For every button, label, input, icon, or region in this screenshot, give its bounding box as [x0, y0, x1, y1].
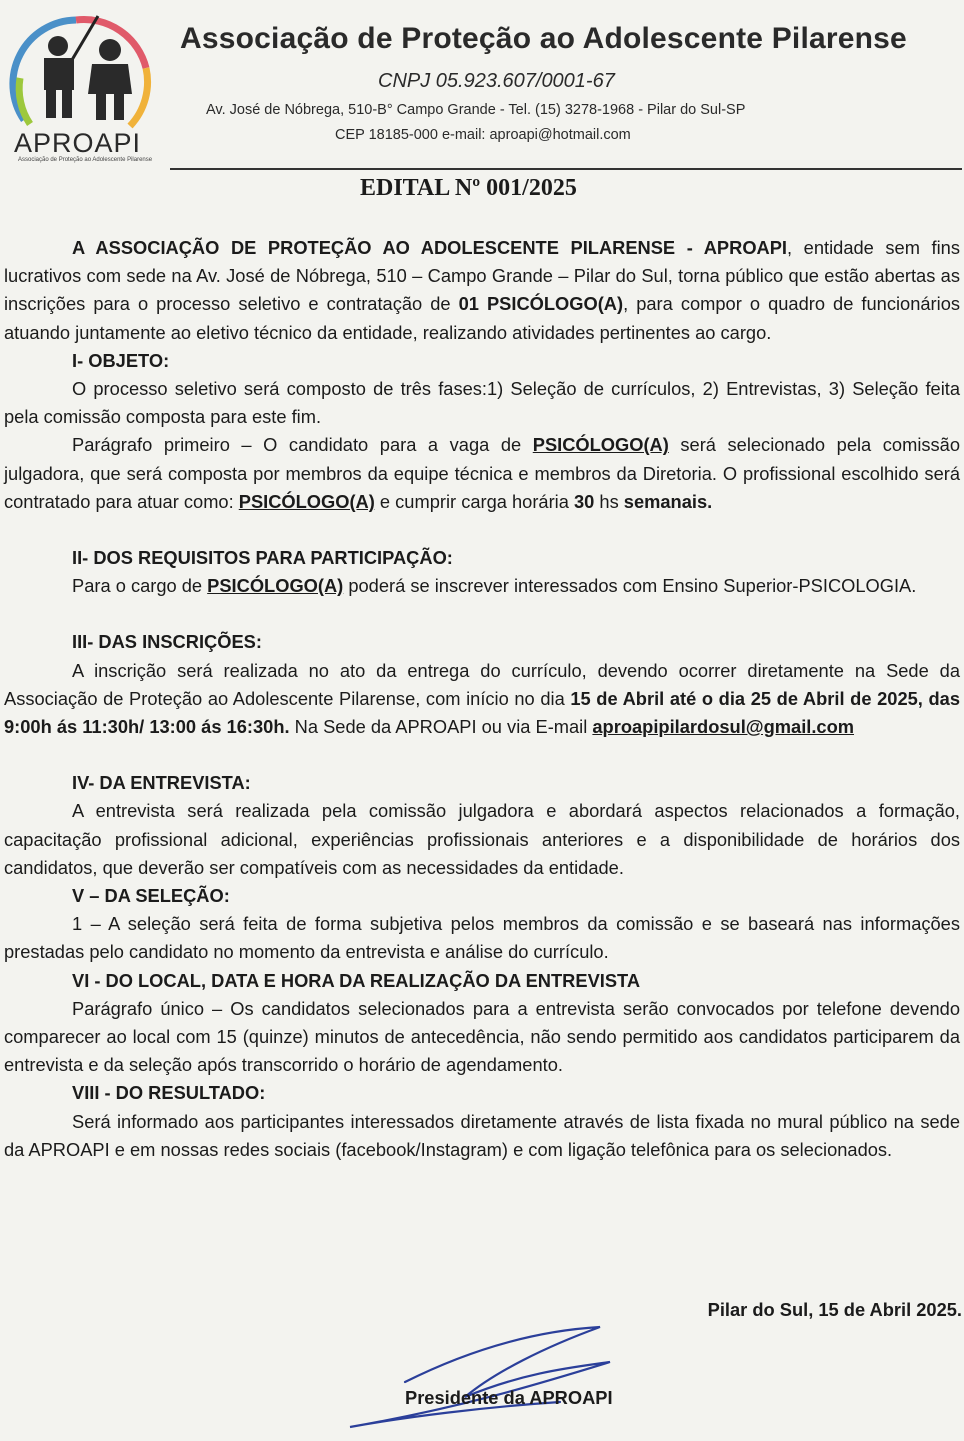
intro-org-name: A ASSOCIAÇÃO DE PROTEÇÃO AO ADOLESCENTE PILARENSE - APROAPI	[72, 237, 788, 258]
s3-dates: 15 de Abril até o dia 25 de Abril de 2025, das 9:00h ás 11:30h/ 13:00 ás 16:30h.	[4, 687, 961, 738]
logo-wordmark: APROAPI	[14, 128, 142, 158]
spacer	[4, 600, 960, 628]
intro-vacancy: 01 PSICÓLOGO(A)	[458, 293, 624, 315]
section-6-heading: VI - DO LOCAL, DATA E HORA DA REALIZAÇÃO DA ENTREVISTA	[72, 969, 641, 991]
s2-role: PSICÓLOGO(A)	[207, 575, 344, 597]
section-3-heading: III- DAS INSCRIÇÕES:	[72, 631, 262, 653]
header-divider	[170, 168, 962, 170]
section-4-paragraph: A entrevista será realizada pela comissão julgadora e abordará aspectos relacionados a formação, capacitação profissional adicional, experiências profissionais anteriores e a disponibilidade de horários dos candidatos, que deverão ser compatíveis com as necessidades da entidade.	[4, 800, 960, 878]
intro-paragraph	[4, 234, 960, 347]
s2-text-a: Para o cargo de	[72, 575, 208, 597]
s1-role-2: PSICÓLOGO(A)	[238, 490, 375, 512]
intro-text-1: , entidade sem fins lucrativos com sede na Av. José de Nóbrega, 510 – Campo Grande – Pilar do Sul, torna público que estão abertas as inscrições para o processo seletivo e contratação de	[4, 237, 960, 315]
s3-text-a: A inscrição será realizada no ato da entrega do currículo, devendo ocorrer diretamente na Sede da Associação de Proteção ao Adolescente Pilarense, com início no dia	[4, 659, 960, 709]
document-body	[4, 234, 960, 1164]
s2-text-b: poderá se inscrever interessados com Ensino Superior-PSICOLOGIA.	[343, 575, 917, 597]
section-3-paragraph	[4, 657, 960, 742]
section-5-heading: V – DA SELEÇÃO:	[72, 885, 230, 907]
s1-text-b: será selecionado pela comissão julgadora, que será composta por membros da equipe técnica e membros da Diretoria. O profissional escolhido será contratado para atuar como:	[4, 434, 960, 512]
section-8-paragraph: Será informado aos participantes interessados diretamente através de lista fixada no mural público na sede da APROAPI e em nossas redes sociais (facebook/Instagram) e com ligação telefônica para os selecionados.	[4, 1110, 960, 1160]
section-6-paragraph: Parágrafo único – Os candidatos selecionados para a entrevista serão convocados por telefone devendo comparecer ao local com 15 (quinze) minutos de antecedência, não sendo permitido aos candidatos participarem da entrevista e da seleção após transcorrido o horário de agendamento.	[4, 997, 960, 1076]
s3-text-b: Na Sede da APROAPI ou via E-mail	[289, 716, 593, 738]
s3-email-link[interactable]: aproapipilardosul@gmail.com	[592, 716, 855, 738]
section-4-heading: IV- DA ENTREVISTA:	[72, 772, 251, 794]
section-1-paragraph-1: O processo seletivo será composto de três fases:1) Seleção de currículos, 2) Entrevistas, 3) Seleção feita pela comissão composta para este fim.	[4, 378, 960, 428]
section-1-heading: I- OBJETO:	[72, 349, 170, 371]
signatory-title: Presidente da APROAPI	[405, 1387, 613, 1408]
handwritten-signature	[345, 1322, 615, 1432]
section-5-paragraph: 1 – A seleção será feita de forma subjetiva pelos membros da comissão e se baseará nas informações prestadas pelo candidato no momento da entrevista e análise do currículo.	[4, 913, 960, 963]
s1-text-a: Parágrafo primeiro – O candidato para a vaga de	[72, 434, 533, 456]
section-2-paragraph	[4, 572, 960, 600]
logo-subtitle: Associação de Proteção ao Adolescente Pilarense	[18, 157, 153, 163]
intro-text-2: , para compor o quadro de funcionários atuando juntamente ao eletivo técnico da entidade, realizando atividades pertinentes ao cargo.	[4, 293, 961, 343]
cnpj-line: CNPJ 05.923.607/0001-67	[378, 70, 615, 92]
spacer	[4, 741, 960, 769]
section-1-paragraph-2	[4, 431, 960, 516]
document-title: EDITAL Nº 001/2025	[360, 175, 577, 201]
section-8-heading: VIII - DO RESULTADO:	[72, 1082, 266, 1104]
address-line: Av. José de Nóbrega, 510-B° Campo Grande - Tel. (15) 3278-1968 - Pilar do Sul-SP	[206, 102, 746, 118]
s1-weekly: semanais.	[623, 490, 713, 512]
s1-role-1: PSICÓLOGO(A)	[532, 434, 669, 456]
spacer	[4, 516, 960, 544]
cep-email-line: CEP 18185-000 e-mail: aproapi@hotmail.com	[335, 127, 631, 143]
s1-text-c: e cumprir carga horária	[374, 490, 574, 512]
s1-text-d: hs	[594, 490, 624, 512]
organization-name: Associação de Proteção ao Adolescente Pilarense	[180, 22, 907, 55]
s1-hours: 30	[573, 490, 595, 512]
closing-date: Pilar do Sul, 15 de Abril 2025.	[707, 1299, 962, 1320]
section-2-heading: II- DOS REQUISITOS PARA PARTICIPAÇÃO:	[72, 547, 453, 569]
